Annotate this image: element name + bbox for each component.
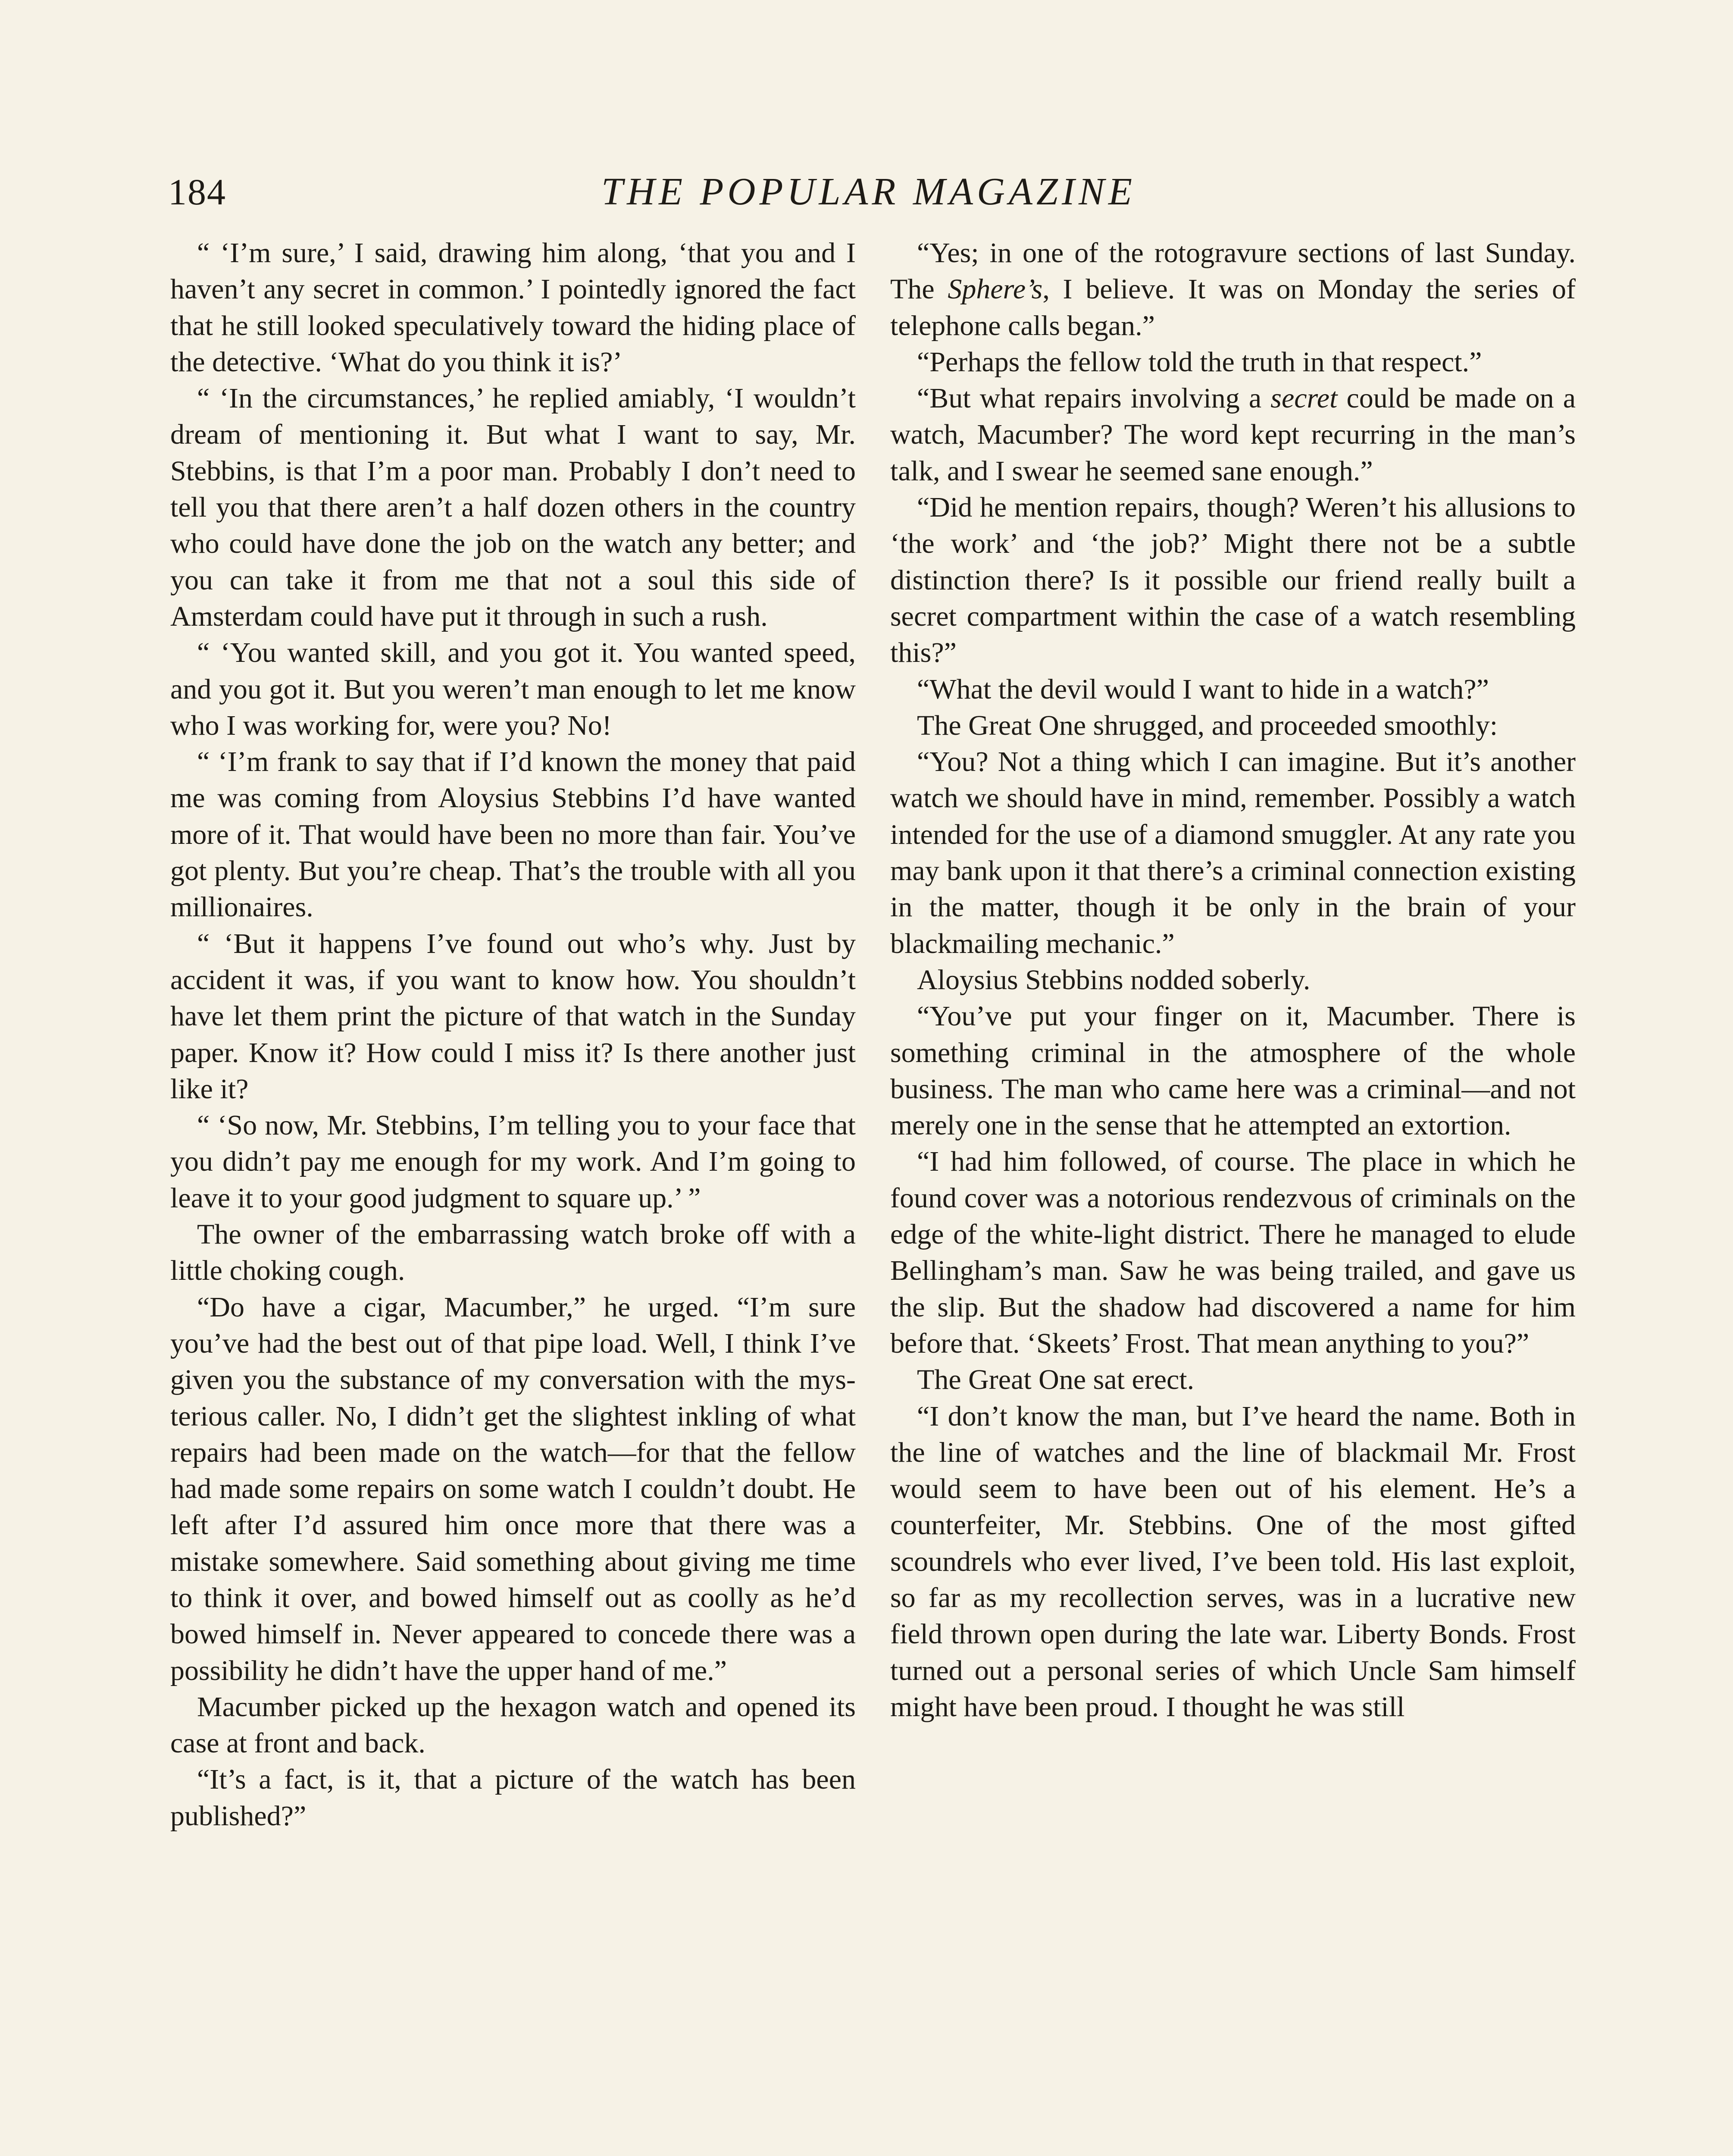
paragraph [890, 744, 1576, 962]
paragraph: “ ‘But it happens I’ve found out who’s why. Just by accident it was, if you want to know how. You shouldn’t have let them print the picture of that watch in the Sunday paper. Know it? How could I miss it? Is there another just like it? [170, 928, 856, 1105]
italic-text: Sphere’s [948, 273, 1043, 305]
paragraph-text: The Great One sat erect. [917, 1364, 1195, 1396]
paragraph [890, 489, 1576, 671]
paragraph-text: , I believe. It was on Monday the series of telephone calls began.” [890, 273, 1576, 342]
paragraph [890, 962, 1576, 998]
paragraph-text: The Great One shrugged, and proceeded smoothly: [917, 709, 1498, 741]
paragraph [890, 235, 1576, 344]
paragraph-text: could be made on a watch, Macumber? The word kept recurring in the man’s talk, and I swear he seemed sane enough.” [890, 382, 1576, 487]
paragraph-text: “I don’t know the man, but I’ve heard the name. Both in the line of watches and the line of blackmail Mr. Frost would seem to have been out of his element. He’s a counterfeiter, Mr. Stebbins. One of the most gifted scoundrels who ever lived, I’ve been told. His last exploit, so far as my recollection serves, was in a lucrative new field thrown open during the late war. Liberty Bonds. Frost turned out a personal series of which Uncle Sam himself might have been proud. I thought he was still [890, 1400, 1576, 1723]
paragraph [890, 1144, 1576, 1362]
paragraph [890, 1398, 1576, 1726]
paragraph [890, 380, 1576, 489]
paragraph: “Do have a cigar, Macumber,” he urged. “I’m sure you’ve had the best out of that pipe load. Well, I think I’ve given you the substance of my conversation with the mysterious caller. No, I didn’t get the slightest inkling of what repairs had been made on the watch—for that the fellow had made some repairs on some watch I couldn’t doubt. He left after I’d assured him once more that there was a mistake somewhere. Said something about giving me time to think it over, and bowed himself out as coolly as he’d bowed himself in. Never appeared to concede there was a possibility he didn’t have the upper hand of me.” [170, 1291, 856, 1686]
paragraph [890, 708, 1576, 744]
paragraph: “ ‘I’m frank to say that if I’d known the money that paid me was coming from Aloysius Stebbins I’d have wanted more of it. That would have been no more than fair. You’ve got plenty. But you’re cheap. That’s the trouble with all you millionaires. [170, 746, 856, 923]
italic-text: secret [1270, 382, 1338, 414]
running-title: THE POPULAR MAGAZINE [601, 170, 1136, 213]
paragraph [890, 1362, 1576, 1398]
paragraph-text: “Perhaps the fellow told the truth in that respect.” [917, 346, 1482, 378]
paragraph: “It’s a fact, is it, that a picture of the watch has been published?” [170, 1764, 856, 1832]
paragraph-text: “But what repairs involving a [917, 382, 1271, 414]
paragraph-text: “What the devil would I want to hide in a watch?” [917, 673, 1489, 705]
page-header [168, 164, 1569, 220]
paragraph-text: “You’ve put your finger on it, Macumber. There is something criminal in the atmosphere of the whole business. The man who came here was a criminal—and not merely one in the sense that he attempted an extortion. [890, 1000, 1576, 1141]
paragraph: “ ‘In the circumstances,’ he replied amiably, ‘I wouldn’t dream of mentioning it. But what I want to say, Mr. Stebbins, is that I’m a poor man. Probably I don’t need to tell you that there aren’t a half dozen others in the country who could have done the job on the watch any better; and you can take it from me that not a soul this side of Amsterdam could have put it through in such a rush. [170, 382, 856, 632]
paragraph-text: “You? Not a thing which I can imagine. But it’s another watch we should have in mind, remember. Possibly a watch intended for the use of a diamond smuggler. At any rate you may bank upon it that there’s a criminal connection existing in the matter, though it be only in the brain of your blackmailing mechanic.” [890, 746, 1576, 959]
right-column [890, 235, 1576, 1725]
paragraph: “ ‘So now, Mr. Stebbins, I’m telling you to your face that you didn’t pay me enough for my work. And I’m going to leave it to your good judgment to square up.’ ” [170, 1109, 856, 1214]
paragraph [890, 671, 1576, 708]
paragraph: The owner of the embarrassing watch broke off with a little choking cough. [170, 1219, 856, 1287]
paragraph: “ ‘You wanted skill, and you got it. You wanted speed, and you got it. But you weren’t man enough to let me know who I was working for, were you? No! [170, 637, 856, 741]
paragraph: “ ‘I’m sure,’ I said, drawing him along, ‘that you and I haven’t any secret in common.’ I pointedly ignored the fact that he still looked speculatively toward the hiding place of the detective. ‘What do you think it is?’ [170, 237, 856, 378]
paragraph: Macumber picked up the hexagon watch and opened its case at front and back. [170, 1691, 856, 1759]
paragraph-text: “Yes; in one of the rotogravure sections of last Sunday. The [890, 237, 1576, 305]
paragraph-text: “I had him followed, of course. The place in which he found cover was a notorious rendezvous of criminals on the edge of the white-light district. There he managed to elude Bellingham’s man. Saw he was being trailed, and gave us the slip. But the shadow had discovered a name for him before that. ‘Skeets’ Frost. That mean anything to you?” [890, 1146, 1576, 1359]
paragraph-text: Aloysius Stebbins nodded soberly. [917, 964, 1311, 996]
page-number: 184 [168, 171, 226, 213]
left-column [170, 235, 856, 1834]
paragraph [890, 344, 1576, 380]
paragraph-text: “Did he mention repairs, though? Weren’t his allusions to ‘the work’ and ‘the job?’ Might there not be a subtle distinction there? Is it possible our friend really built a secret compartment within the case of a watch resembling this?” [890, 492, 1576, 669]
paragraph [890, 998, 1576, 1144]
